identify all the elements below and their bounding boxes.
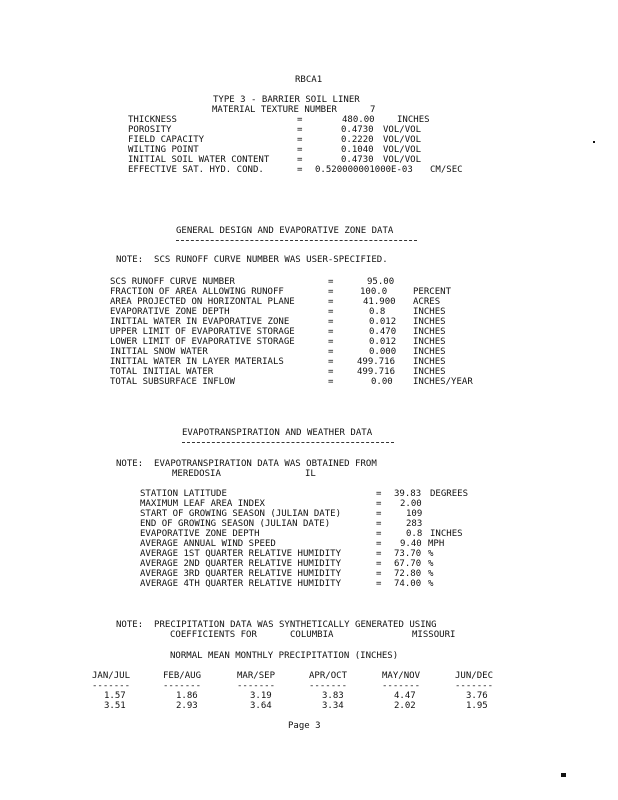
column-rule: -------	[163, 681, 202, 691]
row-label: WILTING POINT	[128, 145, 199, 155]
page-number: Page 3	[288, 721, 321, 731]
row-value: 0.470	[369, 327, 397, 337]
row-value: 41.900	[363, 297, 396, 307]
texture-value: 7	[370, 105, 376, 115]
precip-note-state: MISSOURI	[412, 630, 456, 640]
row-unit: INCHES	[413, 337, 446, 347]
precip-table-title: NORMAL MEAN MONTHLY PRECIPITATION (INCHES)	[170, 651, 399, 661]
row-eq: =	[376, 509, 382, 519]
row-eq: =	[328, 377, 334, 387]
column-header: MAY/NOV	[382, 671, 421, 681]
row-unit: INCHES	[430, 529, 463, 539]
row-unit: VOL/VOL	[383, 125, 422, 135]
row-value: 0.2220	[341, 135, 374, 145]
row-label: AVERAGE 1ST QUARTER RELATIVE HUMIDITY	[140, 549, 342, 559]
scan-speck	[561, 773, 566, 777]
table-cell: 3.83	[322, 691, 344, 701]
evapo-heading: EVAPOTRANSPIRATION AND WEATHER DATA	[182, 428, 373, 438]
table-cell: 4.47	[394, 691, 416, 701]
table-cell: 3.19	[250, 691, 272, 701]
row-label: EFFECTIVE SAT. HYD. COND.	[128, 165, 264, 175]
evapo-note-state: IL	[305, 469, 316, 479]
row-unit: %	[428, 569, 434, 579]
row-value: 499.716	[357, 357, 396, 367]
row-label: AVERAGE 3RD QUARTER RELATIVE HUMIDITY	[140, 569, 342, 579]
row-eq: =	[297, 115, 303, 125]
row-unit: %	[428, 579, 434, 589]
row-unit: VOL/VOL	[383, 145, 422, 155]
row-unit: MPH	[428, 539, 445, 549]
row-value: 0.8	[369, 307, 386, 317]
table-cell: 1.95	[466, 701, 488, 711]
table-cell: 3.64	[250, 701, 272, 711]
table-cell: 1.57	[104, 691, 126, 701]
row-label: MAXIMUM LEAF AREA INDEX	[140, 499, 265, 509]
row-value: 2.00	[400, 499, 422, 509]
row-eq: =	[297, 125, 303, 135]
column-rule: -------	[309, 681, 348, 691]
row-value: 0.00	[371, 377, 393, 387]
precip-note-city: COLUMBIA	[290, 630, 334, 640]
column-header: MAR/SEP	[237, 671, 276, 681]
row-eq: =	[376, 569, 382, 579]
row-eq: =	[328, 367, 334, 377]
row-label: UPPER LIMIT OF EVAPORATIVE STORAGE	[110, 327, 295, 337]
row-value: 0.4730	[341, 125, 374, 135]
row-eq: =	[328, 297, 334, 307]
row-unit: CM/SEC	[430, 165, 463, 175]
row-label: AVERAGE ANNUAL WIND SPEED	[140, 539, 276, 549]
texture-label: MATERIAL TEXTURE NUMBER	[212, 105, 337, 115]
evapo-heading-underline	[182, 442, 394, 443]
row-label: INITIAL SOIL WATER CONTENT	[128, 155, 270, 165]
row-eq: =	[376, 529, 382, 539]
row-unit: PERCENT	[413, 287, 452, 297]
row-unit: INCHES	[413, 347, 446, 357]
row-label: EVAPORATIVE ZONE DEPTH	[140, 529, 260, 539]
table-cell: 3.34	[322, 701, 344, 711]
row-label: START OF GROWING SEASON (JULIAN DATE)	[140, 509, 342, 519]
row-value: 480.00	[342, 115, 375, 125]
row-unit: VOL/VOL	[383, 135, 422, 145]
row-value: 0.1040	[341, 145, 374, 155]
row-eq: =	[328, 287, 334, 297]
column-rule: -------	[455, 681, 494, 691]
row-eq: =	[376, 549, 382, 559]
table-cell: 3.76	[466, 691, 488, 701]
row-value: 283	[406, 519, 423, 529]
row-unit: INCHES	[413, 327, 446, 337]
row-label: STATION LATITUDE	[140, 489, 227, 499]
row-value: 39.83	[394, 489, 422, 499]
column-rule: -------	[92, 681, 131, 691]
row-eq: =	[297, 135, 303, 145]
row-unit: INCHES	[413, 367, 446, 377]
general-heading-underline	[176, 240, 417, 241]
row-value: 95.00	[367, 277, 395, 287]
row-eq: =	[328, 317, 334, 327]
layer-title: TYPE 3 - BARRIER SOIL LINER	[213, 95, 360, 105]
row-label: AREA PROJECTED ON HORIZONTAL PLANE	[110, 297, 295, 307]
row-eq: =	[328, 277, 334, 287]
evapo-note: NOTE: EVAPOTRANSPIRATION DATA WAS OBTAINED FROM	[116, 459, 377, 469]
row-eq: =	[328, 327, 334, 337]
row-value: 0.012	[369, 317, 397, 327]
row-label: TOTAL INITIAL WATER	[110, 367, 214, 377]
row-value: 0.012	[369, 337, 397, 347]
row-value: 9.40	[400, 539, 422, 549]
row-label: SCS RUNOFF CURVE NUMBER	[110, 277, 235, 287]
row-value: 74.00	[394, 579, 422, 589]
row-eq: =	[328, 307, 334, 317]
row-unit: INCHES	[397, 115, 430, 125]
scan-speck	[593, 141, 595, 143]
row-eq: =	[376, 579, 382, 589]
row-eq: =	[328, 357, 334, 367]
row-unit: INCHES	[413, 357, 446, 367]
row-value: 73.70	[394, 549, 422, 559]
row-unit: INCHES	[413, 317, 446, 327]
row-unit: INCHES	[413, 307, 446, 317]
general-note: NOTE: SCS RUNOFF CURVE NUMBER WAS USER-SPECIFIED.	[116, 255, 388, 265]
row-label: FIELD CAPACITY	[128, 135, 205, 145]
document-code: RBCA1	[295, 75, 323, 85]
row-label: INITIAL WATER IN LAYER MATERIALS	[110, 357, 284, 367]
row-label: INITIAL SNOW WATER	[110, 347, 208, 357]
row-value: 100.0	[360, 287, 388, 297]
row-unit: VOL/VOL	[383, 155, 422, 165]
row-eq: =	[328, 347, 334, 357]
column-rule: -------	[382, 681, 421, 691]
row-label: AVERAGE 2ND QUARTER RELATIVE HUMIDITY	[140, 559, 342, 569]
row-eq: =	[376, 519, 382, 529]
row-label: THICKNESS	[128, 115, 177, 125]
row-unit: ACRES	[413, 297, 441, 307]
row-eq: =	[297, 155, 303, 165]
row-eq: =	[376, 559, 382, 569]
row-unit: DEGREES	[430, 489, 469, 499]
row-value: 0.000	[369, 347, 397, 357]
row-value: 0.8	[406, 529, 423, 539]
row-label: FRACTION OF AREA ALLOWING RUNOFF	[110, 287, 284, 297]
row-unit: INCHES/YEAR	[413, 377, 473, 387]
column-header: JUN/DEC	[455, 671, 494, 681]
row-label: LOWER LIMIT OF EVAPORATIVE STORAGE	[110, 337, 295, 347]
table-cell: 1.86	[176, 691, 198, 701]
row-label: END OF GROWING SEASON (JULIAN DATE)	[140, 519, 331, 529]
column-header: FEB/AUG	[163, 671, 202, 681]
column-header: APR/OCT	[309, 671, 348, 681]
row-eq: =	[376, 539, 382, 549]
column-header: JAN/JUL	[92, 671, 131, 681]
row-label: TOTAL SUBSURFACE INFLOW	[110, 377, 235, 387]
precip-note-coeff: COEFFICIENTS FOR	[170, 630, 257, 640]
row-value: 67.70	[394, 559, 422, 569]
row-value: 0.520000001000E-03	[315, 165, 413, 175]
row-label: POROSITY	[128, 125, 172, 135]
row-eq: =	[376, 499, 382, 509]
table-cell: 2.93	[176, 701, 198, 711]
row-unit: %	[428, 559, 434, 569]
row-label: EVAPORATIVE ZONE DEPTH	[110, 307, 230, 317]
row-eq: =	[376, 489, 382, 499]
row-unit: %	[428, 549, 434, 559]
column-rule: -------	[237, 681, 276, 691]
row-label: AVERAGE 4TH QUARTER RELATIVE HUMIDITY	[140, 579, 342, 589]
row-value: 499.716	[357, 367, 396, 377]
row-label: INITIAL WATER IN EVAPORATIVE ZONE	[110, 317, 290, 327]
row-eq: =	[297, 165, 303, 175]
row-eq: =	[297, 145, 303, 155]
row-value: 109	[406, 509, 423, 519]
general-heading: GENERAL DESIGN AND EVAPORATIVE ZONE DATA	[176, 226, 394, 236]
table-cell: 3.51	[104, 701, 126, 711]
evapo-note-city: MEREDOSIA	[172, 469, 221, 479]
row-value: 72.80	[394, 569, 422, 579]
row-value: 0.4730	[341, 155, 374, 165]
row-eq: =	[328, 337, 334, 347]
table-cell: 2.02	[394, 701, 416, 711]
precip-note: NOTE: PRECIPITATION DATA WAS SYNTHETICALLY GENERATED USING	[116, 620, 437, 630]
